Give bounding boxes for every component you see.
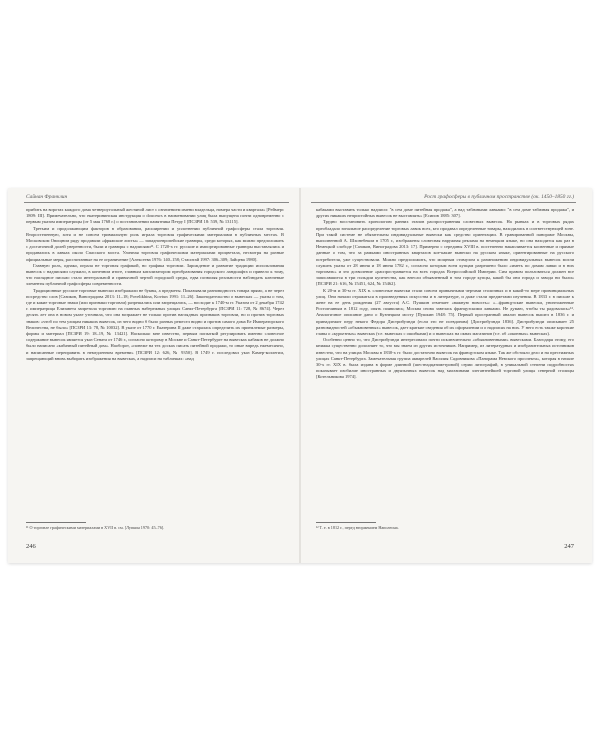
paragraph: кабаками выставить только надписи: "в сем доме питейная продажа", а над табачными лавками: "в сем доме табачная продажа", и других никаких непристойных вывесок не выставлять» [Есипов 1885: 307]. — [316, 207, 574, 219]
footnote-right: ¹² Т. е. в 1812 г., перед вторжением Наполеона. — [316, 525, 399, 530]
paragraph: Традиционные русские торговые вывески изображали не буквы, а предметы. Показывали разновидность товара прямо, а не через посредство слов [Сазиков, Виноградова 2013: 11–18; Povelikhina, Kovtun 1991: 11–26]. Законодательство о вывесках — указы о том, где и какие торговые знаки (или признаки торговли) разрешались или запрещались, — восходят к 1740-м гг. Указом от 2 декабря 1742 г. императрица Елизавета запретила торговлю на главных набережных улицах Санкт-Петербурга [ПСЗРИ 11: 728, № 8674]. Через десять лет она в новом указе уточнила, что она возражает не только против наглядных признаков торговли, но и против торговых знаков: «чтоб по тем улицам никаких вывесок, из чего видно б было разных ремесел видно и против самого дома Ее Императорского Величества, не было» [ПСЗРИ 13: 78, № 10032]. В указе от 1770 г. Екатерина II даже старалась определить их приемлемые размеры, формы и материал [ПСЗРИ 19: 18–19, № 13421]. Насколько мне известно, первым попыткой регулировать именно словесное содержание вывесок является указ Сената от 1746 г., согласно которому в Москве и Санкт-Петербурге на вывесках кабаков не должно было написано «кабачный питейный дом». Наоборот, «понеже на тех досках писать питейной продажи, то оные впредь ежемесячно, и написанные переправить в немедленном времени» [ПСЗРИ 12: 626, № 9350]. В 1749 г. последовал указ Камер-коллегии, запрещающий вновь выбирать изображения на вывесках, а надписи на табличках: «над — [26, 287, 284, 361]
paragraph: Третьим и продолжающим факторов в образовании, расширении и уплотнении публичной графосферы стала торговля. Второстепенную, хотя и не совсем тривиальную роль играла торговля графическими материалами в публичных местах. В Московском Овощном ряду продавали «фряжские листы» — западноевропейские гравюры, среди которых, как можно предположить с достаточной долей уверенности, были и гравюры с надписями¹¹. С 1720-х гг. русские и импортированные гравюры выставлялись и продавались в лавках около Спасского моста. Уличная торговля графическими материалами процветала, несмотря на разные официальные меры, рассчитанные на ее ограничение [Алексеева 1976: 140–158; Стаситай 1997: 306–309; Зайцева 1980]. — [26, 225, 284, 262]
paragraph: прибить на воротах каждого дома четвероугольный жестяной лист с означением имени владельца, номера части и квартала» [Реймерс 1809: III]. Примечательно, что екатерининская инструкция о douceurs в наименовании улиц была выпущена почти одновременно с первым указом императрицы (от 5 мая 1768 г.) о постановлении памятника Петру I [ПСЗРИ 18: 539, № 13115]. — [26, 207, 284, 225]
header-rule-right — [311, 202, 576, 203]
paragraph: Особенно ценно то, что Дистрибуэнди интересовали почти исключительно «обыкновенными» вывесками. Благодаря этому, его книжка существенно дополняет то, что мы знаем из других источников. Например, из литературных и изобразительных источников известно, что на улицах Москвы в 1830-х гг. было достаточно вывесок на французском языке. Так же обстояло дело и на престижных улицах Санкт-Петербурга. Замечательная группа акварелей Василия Садовникова «Панорама Невского проспекта», которая в начале 30-х гг. XIX в. была издана в форме длинной (шестнадцатиметровой) серии литографий, в уникальной степени подробностях показывает изобилие иностранных и двуязычных вывесок над магазинами элегантнейшей торговой улицы северной столицы [Котельникова 1974]. — [316, 337, 574, 380]
footnote-rule-left — [26, 522, 86, 523]
body-text-right — [316, 207, 574, 381]
left-page — [8, 188, 299, 563]
footnote-rule-right — [316, 522, 376, 523]
running-head-left: Сайнан Франклин — [26, 194, 68, 200]
running-head-right: Рост графосферы в публичном пространстве (ок. 1450–1850 гг.) — [424, 194, 574, 200]
footnote-left: ¹¹ О торговле графическими материалами в XVII в. см. [Лупкин 1970: 45–76]. — [26, 525, 165, 530]
page-number-right: 247 — [564, 543, 574, 550]
right-page — [301, 188, 592, 563]
page-number-left: 246 — [26, 543, 36, 550]
paragraph: К 20-м и 30-м гг. XIX в. словесные вывески стали совсем привычными чертами столичных и в какой-то мере провинциальных улиц. Они начали отражаться в произведениях искусства и в литературе, и даже стали предметами изучения. В 1833 г. в письме к жене на ее день рождения (27 августа) А.С. Пушкин отмечает «важную новость»: «...французские вывески, уничтоженные Ростопчиным в 1812 году, опять появились; Москва снова завелась французскими лавками. Не думаю, чтобы ты радовалась»¹². Аналогичное описание дано о Кузнецком мосту [Пушкин 1948: 75]. Первый пространный анализ вывесок вышел в 1836 г. и принадлежит перу некого Федора Дистрибуэнди (если это не псевдоним) [Дистрибуэнди 1836]. Дистрибуэнди описывает 25 разновидностей «обыкновенных» вывесок, дает краткие сведения об их оформлении и о надписях на них. У него есть также короткие главы о «курьезных» вывесках (т.е. вывесках с ошибками) и о вывесках на окнах магазинов (т.е. об «оконных» вывесках). — [316, 287, 574, 337]
book-spread — [8, 188, 592, 563]
header-rule-left — [24, 202, 289, 203]
paragraph: Главную роль, однако, играла не торговля графикой, но графика торговли. Зарождение и развитие традиции использования вывесок с надписями служило, в конечном итоге, главным катализатором преобразования городского ландшафта и привело к тому, что наглядное письмо стало интегральной и привычной чертой городской среды, едва позволяя реальности наблюдать ключевые элементы публичной графосферы современности. — [26, 262, 284, 287]
paragraph: Трудно восстановить хронологию ранних этапов распространения словесных вывесок. На рынках и в торговых рядах преобладало зональное распределение торговых лавок всех, кто продавал определенные товары, находились в соответствующей зоне. При такой системе не обязательны индивидуальные вывески как средство ориентации. В гравированной панораме Москвы, выполненной А. Шхонебеком в 1705 г., изображены словесная наружная реклама на немецком языке, но она находится как раз в Немецкой слободе [Сазиков, Виноградова 2013: 17]. Примерно с середины XVIII в. постепенно накапливается косвенные и прямые данные о том, что за рамками иностранных кварталов кое-какие вывески на русском языке, ориентированные на русского потребителя, уже существовали. Можно предположить, что мощным стимулом к размножению индивидуальных вывесок могли служить указы от 28 июня и 18 июня 1782 г., согласно которым всем купцам разрешено было «иметь по домам лавки и в них торговать» и это дозволение «распространяется на всех городах Всероссийской Империи. Сим правом пользоваться должен все записавшиеся в три гильдии купечества, как внесли объявленный в том городе купцы, какой бы они города и завода ни были» [ПСЗРИ 21: 616, № 15451, 624, № 15462]. — [316, 219, 574, 287]
body-text-left — [26, 207, 284, 362]
